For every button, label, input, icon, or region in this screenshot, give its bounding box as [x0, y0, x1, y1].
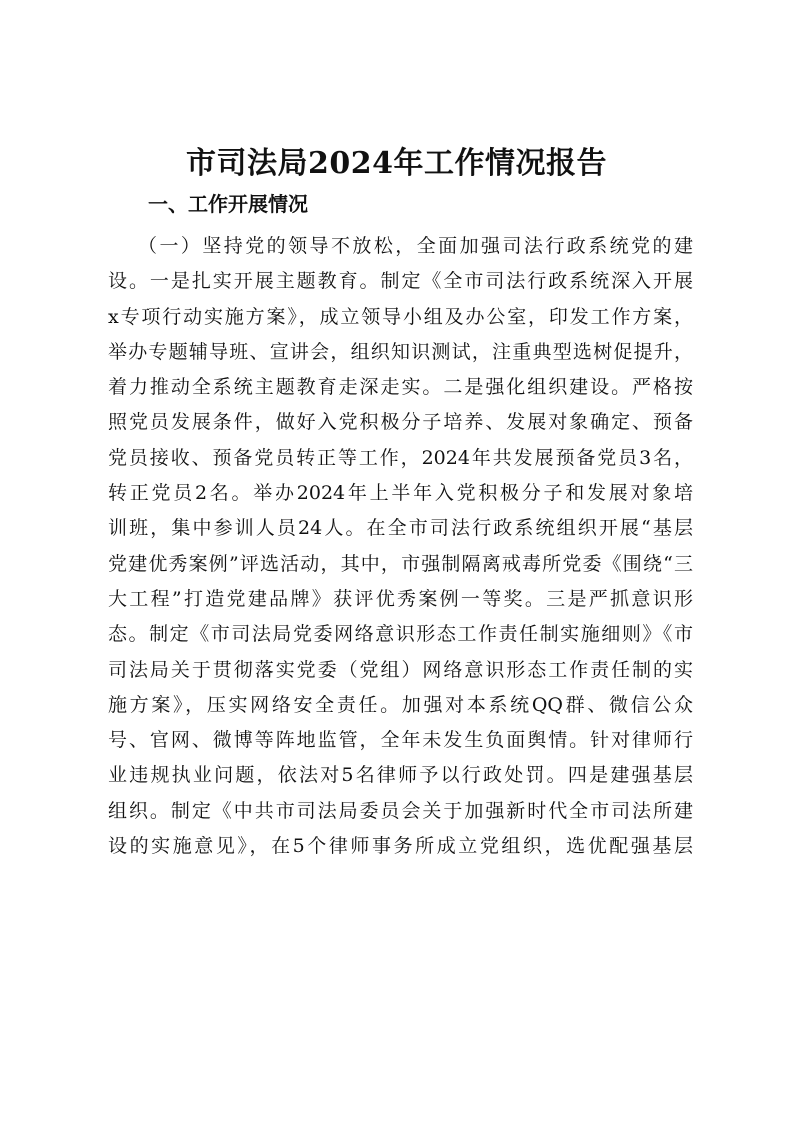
- paragraph-line: 业违规执业问题，依法对5名律师予以行政处罚。四是建强基层: [108, 764, 693, 787]
- paragraph-line: 态。制定《市司法局党委网络意识形态工作责任制实施细则》《市: [108, 623, 693, 646]
- paragraph-line: 号、官网、微博等阵地监管，全年未发生负面舆情。针对律师行: [108, 729, 693, 752]
- paragraph-line: 举办专题辅导班、宣讲会，组织知识测试，注重典型选树促提升，: [108, 340, 693, 363]
- paragraph-line: 设。一是扎实开展主题教育。制定《全市司法行政系统深入开展: [108, 270, 693, 293]
- paragraph-line: 党建优秀案例”评选活动，其中，市强制隔离戒毒所党委《围绕“三: [108, 552, 693, 575]
- section-heading: 一、工作开展情况: [148, 192, 308, 216]
- paragraph-line: 施方案》，压实网络安全责任。加强对本系统QQ群、微信公众: [108, 693, 693, 716]
- paragraph-line: 着力推动全系统主题教育走深走实。二是强化组织建设。严格按: [108, 376, 693, 399]
- paragraph-line: 转正党员2名。举办2024年上半年入党积极分子和发展对象培: [108, 482, 693, 505]
- paragraph-line: 设的实施意见》，在5个律师事务所成立党组织，选优配强基层: [108, 835, 693, 858]
- paragraph-line: x专项行动实施方案》，成立领导小组及办公室，印发工作方案，: [108, 305, 693, 328]
- paragraph-line: （一）坚持党的领导不放松，全面加强司法行政系统党的建: [138, 235, 693, 257]
- paragraph-line: 组织。制定《中共市司法局委员会关于加强新时代全市司法所建: [108, 799, 693, 822]
- paragraph-line: 训班，集中参训人员24人。在全市司法行政系统组织开展“基层: [108, 517, 693, 540]
- document-title: 市司法局2024年工作情况报告: [186, 146, 607, 181]
- paragraph-line: 党员接收、预备党员转正等工作，2024年共发展预备党员3名，: [108, 446, 693, 469]
- paragraph-line: 大工程”打造党建品牌》获评优秀案例一等奖。三是严抓意识形: [108, 587, 693, 610]
- paragraph-line: 司法局关于贯彻落实党委（党组）网络意识形态工作责任制的实: [108, 658, 693, 681]
- body-paragraph: [108, 229, 693, 864]
- paragraph-line: 照党员发展条件，做好入党积极分子培养、发展对象确定、预备: [108, 411, 693, 434]
